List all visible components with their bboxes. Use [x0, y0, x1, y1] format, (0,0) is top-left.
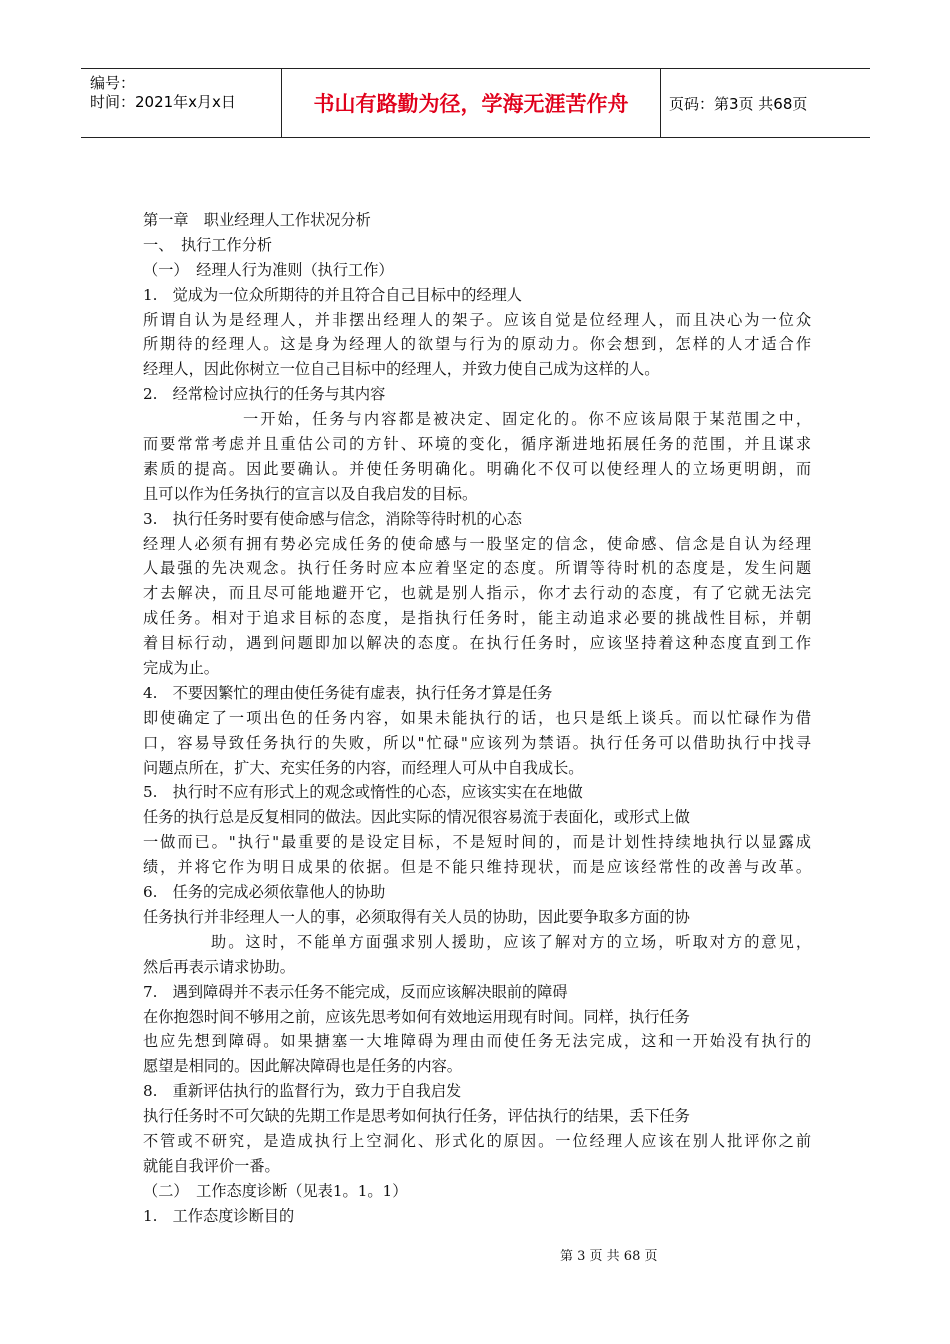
header-page-info: 页码：第3页 共68页	[669, 94, 808, 113]
paragraph-line: 任务执行并非经理人一人的事，必须取得有关人员的协助，因此要争取多方面的协	[143, 907, 690, 926]
subsection-heading: （二） 工作态度诊断（见表1。1。1）	[143, 1181, 408, 1200]
paragraph-line: 愿望是相同的。因此解决障碍也是任务的内容。	[143, 1057, 462, 1076]
header-motto: 书山有路勤为径，学海无涯苦作舟	[282, 69, 661, 137]
paragraph-line: 也应先想到障碍。如果搪塞一大堆障碍为理由而使任务无法完成，这和一开始没有执行的	[143, 1032, 811, 1051]
paragraph-line: 完成为止。	[143, 659, 219, 678]
number-label: 编号：	[90, 74, 136, 92]
paragraph-line: 且可以作为任务执行的宣言以及自我启发的目标。	[143, 484, 478, 503]
item-heading: 4. 不要因繁忙的理由使任务徒有虚表，执行任务才算是任务	[143, 683, 553, 702]
paragraph-line: 问题点所在，扩大、充实任务的内容，而经理人可从中自我成长。	[143, 758, 584, 777]
time-label: 时间：2021年x月x日	[90, 93, 236, 111]
item-heading: 7. 遇到障碍并不表示任务不能完成，反而应该解决眼前的障碍	[143, 982, 568, 1001]
paragraph-line: 一开始，任务与内容都是被决定、固定化的。你不应该局限于某范围之中，	[243, 410, 811, 429]
item-heading: 5. 执行时不应有形式上的观念或惰性的心态，应该实实在在地做	[143, 783, 583, 802]
item-heading: 2. 经常检讨应执行的任务与其内容	[143, 385, 386, 404]
paragraph-line: 执行任务时不可欠缺的先期工作是思考如何执行任务，评估执行的结果，丢下任务	[143, 1107, 690, 1126]
paragraph-line: 在你抱怨时间不够用之前，应该先思考如何有效地运用现有时间。同样，执行任务	[143, 1007, 690, 1026]
paragraph-line: 即使确定了一项出色的任务内容，如果未能执行的话，也只是纸上谈兵。而以忙碌作为借	[143, 708, 811, 727]
item-heading: 1. 觉成为一位众所期待的并且符合自己目标中的经理人	[143, 285, 522, 304]
paragraph-line: 任务的执行总是反复相同的做法。因此实际的情况很容易流于表面化，或形式上做	[143, 808, 690, 827]
paragraph-line: 素质的提高。因此要确认。并使任务明确化。明确化不仅可以使经理人的立场更明朗，而	[143, 459, 811, 478]
paragraph-line: 不管或不研究，是造成执行上空洞化、形式化的原因。一位经理人应该在别人批评你之前	[143, 1131, 811, 1150]
chapter-title: 第一章 职业经理人工作状况分析	[143, 211, 371, 229]
paragraph-line: 而要常常考虑并且重估公司的方针、环境的变化，循序渐进地拓展任务的范围，并且谋求	[143, 435, 811, 454]
header-meta-cell	[81, 69, 282, 137]
item-heading: 6. 任务的完成必须依靠他人的协助	[143, 883, 386, 902]
paragraph-line: 口，容易导致任务执行的失败，所以"忙碌"应该列为禁语。执行任务可以借助执行中找寻	[143, 733, 811, 752]
paragraph-line: 人最强的先决观念。执行任务时应本应着坚定的态度。所谓等待时机的态度是，发生问题	[143, 559, 811, 578]
paragraph-line: 才去解决，而且尽可能地避开它，也就是别人指示，你才去行动的态度，有了它就无法完	[143, 584, 811, 603]
page-footer: 第 3 页 共 68 页	[560, 1249, 658, 1264]
paragraph-line: 经理人必须有拥有势必完成任务的使命感与一股坚定的信念，使命感、信念是自认为经理	[143, 534, 811, 553]
paragraph-line: 绩，并将它作为明日成果的依据。但是不能只维持现状，而是应该经常性的改善与改革。	[143, 858, 811, 877]
document-body	[143, 208, 811, 1229]
paragraph-line: 就能自我评价一番。	[143, 1156, 280, 1175]
item-heading: 8. 重新评估执行的监督行为，致力于自我启发	[143, 1082, 462, 1101]
item-heading: 1. 工作态度诊断目的	[143, 1206, 295, 1225]
paragraph-line: 所谓自认为是经理人，并非摆出经理人的架子。应该自觉是位经理人，而且决心为一位众	[143, 310, 811, 329]
subsection-heading: （一） 经理人行为准则（执行工作）	[143, 260, 394, 279]
paragraph-line: 所期待的经理人。这是身为经理人的欲望与行为的原动力。你会想到，怎样的人才适合作	[143, 335, 811, 354]
document-header	[81, 68, 870, 138]
paragraph-line: 一做而已。"执行"最重要的是设定目标，不是短时间的，而是计划性持续地执行以显露成	[143, 833, 811, 852]
paragraph-line: 经理人，因此你树立一位自己目标中的经理人，并致力使自己成为这样的人。	[143, 360, 660, 379]
paragraph-line: 助。这时，不能单方面强求别人援助，应该了解对方的立场，听取对方的意见，	[211, 932, 811, 951]
section-heading: 一、 执行工作分析	[143, 235, 273, 254]
item-heading: 3. 执行任务时要有使命感与信念，消除等待时机的心态	[143, 509, 522, 528]
paragraph-line: 然后再表示请求协助。	[143, 957, 295, 976]
paragraph-line: 成任务。相对于追求目标的态度，是指执行任务时，能主动追求必要的挑战性目标，并朝	[143, 609, 811, 628]
paragraph-line: 着目标行动，遇到问题即加以解决的态度。在执行任务时，应该坚持着这种态度直到工作	[143, 634, 811, 653]
